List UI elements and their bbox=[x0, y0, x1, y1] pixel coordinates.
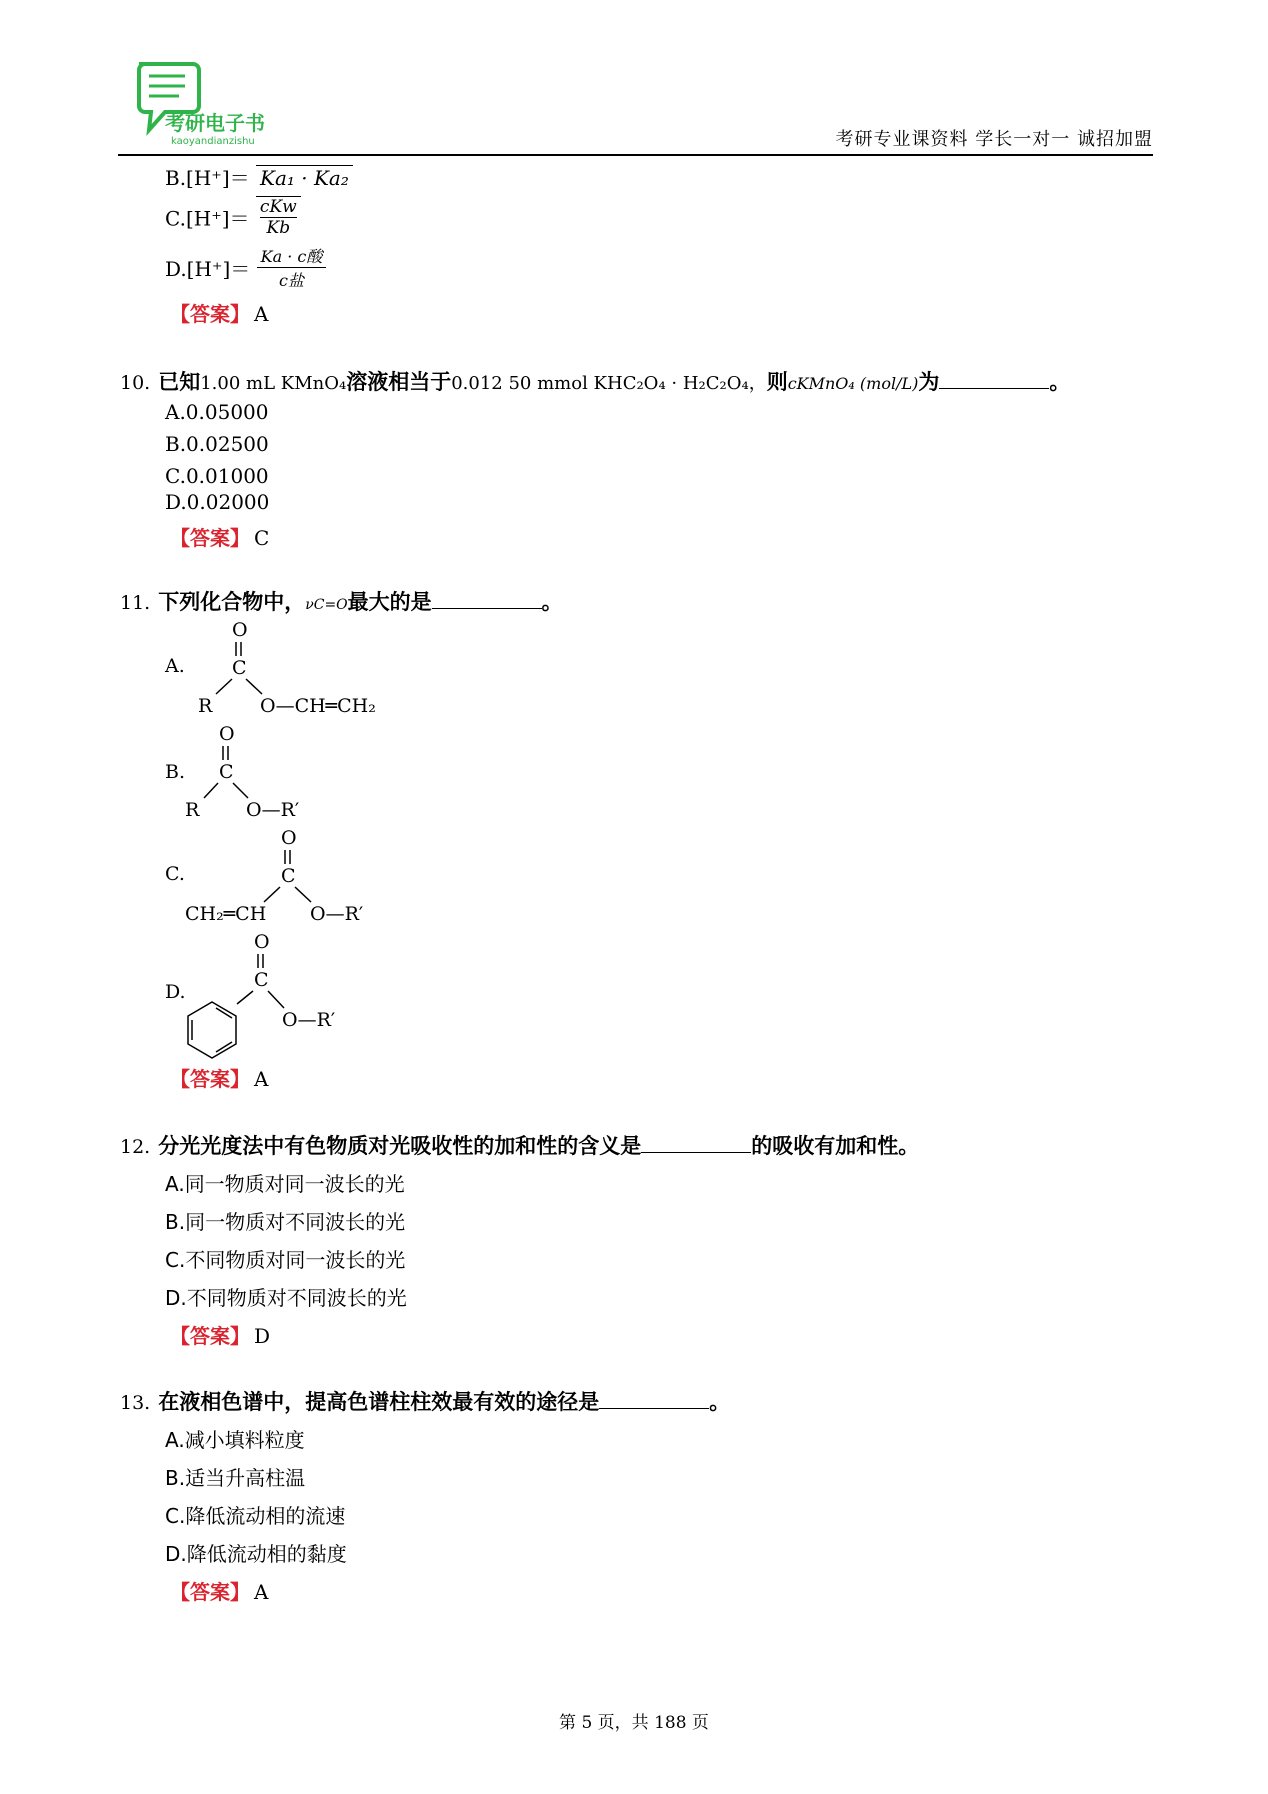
answer-letter: A bbox=[254, 1067, 269, 1091]
logo-subtext: kaoyandianzishu bbox=[171, 136, 255, 147]
q9-answer bbox=[170, 298, 268, 327]
atom-r: R bbox=[198, 695, 213, 717]
question-number: 13. bbox=[120, 1392, 151, 1414]
q12-option-a: A.同一物质对同一波长的光 bbox=[165, 1172, 405, 1196]
q10-text-e: 则 bbox=[766, 370, 788, 394]
chain-text: O—CH═CH₂ bbox=[260, 695, 376, 717]
answer-blank bbox=[432, 590, 542, 609]
atom-c: C bbox=[281, 865, 296, 887]
q13-answer bbox=[170, 1576, 268, 1605]
q10-option-c: C.0.01000 bbox=[165, 464, 269, 488]
q9-option-d-den: c盐 bbox=[279, 271, 304, 290]
q9-option-b-label: B.[H⁺]＝ bbox=[165, 166, 250, 190]
q13-option-c: C.降低流动相的流速 bbox=[165, 1504, 346, 1528]
q10-text-d: 0.012 50 mmol KHC₂O₄ · H₂C₂O₄， bbox=[451, 373, 767, 394]
q9-option-c-fraction bbox=[256, 196, 301, 238]
q13-option-d: D.降低流动相的黏度 bbox=[165, 1542, 347, 1566]
answer-letter: D bbox=[254, 1324, 271, 1348]
q12-stem bbox=[120, 1130, 919, 1160]
answer-tag: 【答案】 bbox=[170, 1067, 250, 1091]
q12-text-end: 的吸收有加和性。 bbox=[751, 1134, 920, 1158]
atom-r: R bbox=[185, 799, 200, 821]
question-number: 12. bbox=[120, 1136, 151, 1158]
q12-option-c: C.不同物质对同一波长的光 bbox=[165, 1248, 406, 1272]
answer-letter: A bbox=[254, 1580, 269, 1604]
chain-text: O—R′ bbox=[246, 799, 300, 821]
q9-option-c bbox=[165, 196, 301, 238]
q10-text-g: 为 bbox=[918, 370, 940, 394]
logo-icon bbox=[135, 60, 285, 148]
q13-option-b: B.适当升高柱温 bbox=[165, 1466, 306, 1490]
answer-blank bbox=[599, 1390, 709, 1409]
q11-structure-d bbox=[160, 928, 480, 1068]
q11-text-end: 。 bbox=[541, 590, 563, 614]
q9-option-d-label: D.[H⁺]＝ bbox=[165, 257, 251, 281]
answer-tag: 【答案】 bbox=[170, 1580, 250, 1604]
q9-option-d-num: Ka · c酸 bbox=[257, 244, 327, 268]
atom-o: O bbox=[254, 931, 270, 953]
q10-option-b: B.0.02500 bbox=[165, 432, 269, 456]
q10-option-d: D.0.02000 bbox=[165, 490, 270, 514]
q12-option-b: B.同一物质对不同波长的光 bbox=[165, 1210, 406, 1234]
chain-text: O—R′ bbox=[310, 903, 364, 925]
q9-option-c-label: C.[H⁺]＝ bbox=[165, 206, 250, 231]
answer-tag: 【答案】 bbox=[170, 526, 250, 550]
q10-stem bbox=[120, 366, 1070, 396]
header-slogan: 考研专业课资料 学长一对一 诚招加盟 bbox=[835, 129, 1153, 150]
atom-c: C bbox=[254, 969, 269, 991]
q12-option-d: D.不同物质对不同波长的光 bbox=[165, 1286, 407, 1310]
q9-option-b-expr: Ka₁ · Ka₂ bbox=[256, 165, 353, 190]
header-divider bbox=[118, 154, 1153, 156]
atom-o: O bbox=[219, 723, 235, 745]
q10-text-a: 已知 bbox=[158, 370, 201, 394]
question-number: 11. bbox=[120, 592, 151, 614]
benzene-ring-icon bbox=[188, 1002, 236, 1058]
q12-text-a: 分光光度法中有色物质对光吸收性的加和性的含义是 bbox=[158, 1134, 642, 1158]
q10-text-f: cKMnO₄ (mol/L) bbox=[787, 374, 919, 393]
q11-text-b: νC=O bbox=[305, 597, 348, 613]
q9-option-d bbox=[165, 244, 326, 291]
logo-text: 考研电子书 bbox=[165, 111, 265, 135]
option-label: D. bbox=[165, 981, 186, 1003]
q11-structure-c bbox=[160, 822, 480, 932]
answer-tag: 【答案】 bbox=[170, 302, 250, 326]
q13-text-a: 在液相色谱中，提高色谱柱柱效最有效的途径是 bbox=[158, 1390, 600, 1414]
chain-text: O—R′ bbox=[282, 1009, 336, 1031]
q10-text-end: 。 bbox=[1049, 370, 1071, 394]
q10-option-a: A.0.05000 bbox=[165, 400, 269, 424]
answer-letter: A bbox=[254, 302, 269, 326]
q11-structure-a bbox=[160, 612, 460, 722]
answer-letter: C bbox=[254, 526, 270, 550]
q13-text-end: 。 bbox=[709, 1390, 731, 1414]
q11-answer bbox=[170, 1063, 268, 1092]
q9-option-b bbox=[165, 162, 353, 191]
atom-o: O bbox=[281, 827, 297, 849]
q11-structure-b bbox=[160, 718, 460, 828]
q11-text-a: 下列化合物中， bbox=[158, 590, 306, 614]
q9-option-c-den: Kb bbox=[266, 218, 291, 238]
answer-tag: 【答案】 bbox=[170, 1324, 250, 1348]
page-footer: 第 5 页，共 188 页 bbox=[559, 1713, 709, 1733]
q10-text-b: 1.00 mL KMnO₄ bbox=[200, 373, 347, 394]
chain-left-text: CH₂═CH bbox=[185, 903, 267, 925]
answer-blank bbox=[641, 1134, 751, 1153]
site-logo bbox=[135, 60, 285, 148]
q13-option-a: A.减小填料粒度 bbox=[165, 1428, 305, 1452]
q9-option-d-fraction bbox=[257, 244, 327, 291]
q9-option-c-num: cKw bbox=[259, 197, 297, 217]
option-label: C. bbox=[165, 863, 185, 885]
option-label: A. bbox=[165, 655, 185, 677]
answer-blank bbox=[939, 370, 1049, 389]
q13-stem bbox=[120, 1386, 730, 1416]
atom-c: C bbox=[219, 761, 234, 783]
option-label: B. bbox=[165, 761, 186, 783]
q12-answer bbox=[170, 1320, 270, 1349]
atom-o: O bbox=[232, 619, 248, 641]
q10-answer bbox=[170, 522, 269, 551]
atom-c: C bbox=[232, 657, 247, 679]
q10-text-c: 溶液相当于 bbox=[346, 370, 452, 394]
question-number: 10. bbox=[120, 372, 151, 394]
q11-text-c: 最大的是 bbox=[347, 590, 432, 614]
